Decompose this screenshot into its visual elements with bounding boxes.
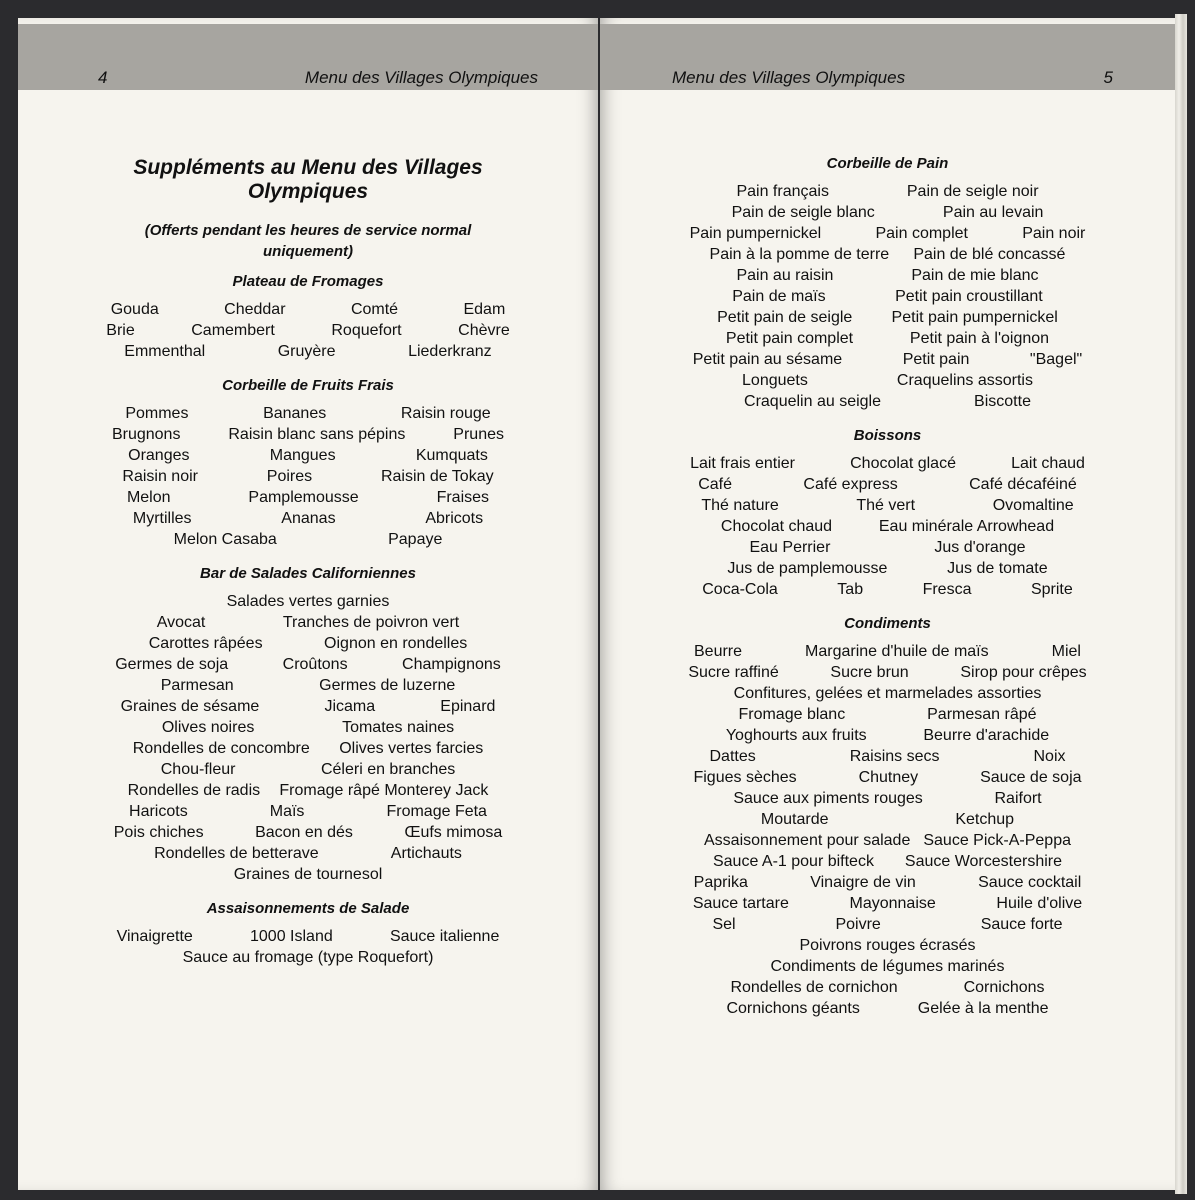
menu-item: Thé vert: [856, 497, 916, 514]
menu-item: Pain de mie blanc: [911, 267, 1039, 284]
menu-line: [698, 370, 1078, 391]
menu-item: Petit pain de seigle: [717, 309, 853, 326]
menu-item: Cheddar: [224, 301, 286, 318]
menu-item: Petit pain au sésame: [692, 351, 843, 368]
menu-item: Mayonnaise: [849, 895, 936, 912]
section-title: Condiments: [844, 615, 931, 632]
menu-line: [663, 914, 1113, 935]
right-page: [600, 18, 1175, 1190]
menu-line: [698, 977, 1078, 998]
menu-line: [698, 244, 1078, 265]
menu-item: Camembert: [191, 322, 275, 339]
menu-item: 1000 Island: [250, 928, 333, 945]
menu-line: [118, 529, 498, 550]
menu-item: Beurre d'arachide: [923, 727, 1050, 744]
menu-line: [698, 265, 1078, 286]
menu-item: Brie: [106, 322, 135, 339]
menu-item: Chocolat glacé: [850, 455, 956, 472]
menu-line: [663, 746, 1113, 767]
menu-item: Pain noir: [1022, 225, 1086, 242]
menu-item: Emmenthal: [124, 343, 206, 360]
menu-item: Olives vertes farcies: [339, 740, 484, 757]
menu-line: [88, 801, 528, 822]
menu-line: [698, 558, 1078, 579]
menu-line: [118, 717, 498, 738]
left-content: [18, 156, 598, 982]
menu-item: Dattes: [709, 748, 756, 765]
menu-item: "Bagel": [1029, 351, 1083, 368]
menu-item: Fromage blanc: [738, 706, 846, 723]
menu-item: Chutney: [858, 769, 919, 786]
menu-item: Chocolat chaud: [720, 518, 833, 535]
menu-line: [698, 181, 1078, 202]
menu-item: Vinaigre de vin: [810, 874, 916, 891]
menu-item: Rondelles de concombre: [132, 740, 310, 757]
section-title: Bar de Salades Californiennes: [200, 565, 416, 582]
menu-line: [663, 767, 1113, 788]
menu-item: Noix: [1033, 748, 1066, 765]
menu-item: Haricots: [129, 803, 188, 820]
menu-item: Pommes: [125, 405, 189, 422]
menu-item: Huile d'olive: [996, 895, 1083, 912]
menu-item: Pain de seigle blanc: [731, 204, 875, 221]
menu-item: Confitures, gelées et marmelades assorties: [733, 685, 1042, 702]
menu-item: Melon Casaba: [173, 531, 277, 548]
menu-item: Chèvre: [458, 322, 510, 339]
menu-item: Bacon en dés: [255, 824, 353, 841]
menu-item: Artichauts: [390, 845, 462, 862]
section-title: Assaisonnements de Salade: [206, 900, 410, 917]
menu-item: Coca-Cola: [702, 581, 778, 598]
menu-item: Pamplemousse: [248, 489, 359, 506]
menu-line: [663, 641, 1113, 662]
menu-item: Tranches de poivron vert: [282, 614, 460, 631]
menu-item: Pain pumpernickel: [689, 225, 822, 242]
menu-line: [118, 591, 498, 612]
menu-item: Yoghourts aux fruits: [725, 727, 867, 744]
menu-item: Fresca: [922, 581, 972, 598]
menu-line: [698, 391, 1078, 412]
menu-item: Edam: [463, 301, 506, 318]
menu-item: Pois chiches: [113, 824, 204, 841]
section-bar-de-salades-californiennes: [18, 564, 598, 885]
menu-item: Poivre: [835, 916, 881, 933]
menu-item: Olives noires: [161, 719, 255, 736]
menu-line: [673, 579, 1103, 600]
menu-item: Sauce tartare: [692, 895, 789, 912]
menu-item: Pain au raisin: [736, 267, 834, 284]
menu-line: [698, 328, 1078, 349]
menu-item: Epinard: [440, 698, 496, 715]
menu-item: Rondelles de betterave: [154, 845, 319, 862]
menu-item: Sauce italienne: [389, 928, 500, 945]
menu-line: [698, 998, 1078, 1019]
menu-line: [88, 654, 528, 675]
menu-item: Pain de seigle noir: [906, 183, 1039, 200]
menu-item: Miel: [1051, 643, 1081, 660]
menu-line: [88, 341, 528, 362]
menu-item: Pain à la pomme de terre: [709, 246, 890, 263]
section-corbeille-de-pain: [600, 154, 1175, 412]
menu-item: Sauce cocktail: [978, 874, 1082, 891]
menu-item: Kumquats: [415, 447, 488, 464]
menu-line: [663, 453, 1113, 474]
menu-item: Parmesan râpé: [927, 706, 1037, 723]
menu-item: Sel: [712, 916, 736, 933]
menu-line: [88, 424, 528, 445]
menu-line: [118, 780, 498, 801]
menu-item: Pain complet: [875, 225, 968, 242]
menu-item: Rondelles de cornichon: [730, 979, 898, 996]
menu-item: Moutarde: [760, 811, 829, 828]
menu-item: Jicama: [324, 698, 376, 715]
menu-item: Sauce Pick-A-Peppa: [923, 832, 1071, 849]
menu-item: Oranges: [128, 447, 190, 464]
menu-item: Sucre brun: [830, 664, 909, 681]
menu-item: Petit pain pumpernickel: [891, 309, 1058, 326]
menu-line: [78, 320, 538, 341]
menu-item: Raifort: [994, 790, 1042, 807]
menu-line: [698, 725, 1078, 746]
menu-line: [698, 202, 1078, 223]
section-plateau-de-fromages: [18, 272, 598, 362]
left-header-band: [18, 24, 598, 90]
menu-item: Raisins secs: [849, 748, 940, 765]
menu-item: Fromage Feta: [386, 803, 487, 820]
menu-line: [118, 738, 498, 759]
menu-item: Maïs: [269, 803, 305, 820]
menu-item: Sucre raffiné: [688, 664, 779, 681]
menu-item: Avocat: [156, 614, 206, 631]
menu-line: [88, 403, 528, 424]
menu-item: Chou-fleur: [160, 761, 236, 778]
menu-item: Sauce aux piments rouges: [733, 790, 923, 807]
menu-item: Condiments de légumes marinés: [770, 958, 1005, 975]
section-title: Corbeille de Fruits Frais: [222, 377, 394, 394]
section-assaisonnements-de-salade: [18, 899, 598, 968]
menu-item: Germes de luzerne: [319, 677, 456, 694]
right-content: [600, 154, 1175, 1033]
menu-item: Petit pain: [902, 351, 970, 368]
menu-line: [698, 307, 1078, 328]
right-sections: [600, 154, 1175, 1019]
menu-line: [698, 516, 1078, 537]
menu-item: Ketchup: [955, 811, 1015, 828]
menu-line: [118, 759, 498, 780]
menu-item: Thé nature: [701, 497, 779, 514]
section-title: Corbeille de Pain: [826, 155, 949, 172]
menu-item: Raisin noir: [122, 468, 198, 485]
menu-item: Liederkranz: [408, 343, 492, 360]
section-corbeille-de-fruits-frais: [18, 376, 598, 550]
menu-item: Champignons: [402, 656, 501, 673]
menu-item: Salades vertes garnies: [226, 593, 390, 610]
menu-item: Ovomaltine: [992, 497, 1074, 514]
menu-item: Rondelles de radis: [127, 782, 261, 799]
menu-item: Assaisonnement pour salade: [704, 832, 911, 849]
menu-item: Margarine d'huile de maïs: [805, 643, 989, 660]
menu-item: Pain au levain: [942, 204, 1044, 221]
menu-item: Cornichons géants: [726, 1000, 860, 1017]
menu-line: [118, 843, 498, 864]
menu-line: [88, 822, 528, 843]
menu-item: Prunes: [453, 426, 504, 443]
menu-line: [698, 537, 1078, 558]
menu-item: Poires: [266, 468, 313, 485]
menu-item: Gouda: [110, 301, 159, 318]
menu-line: [663, 223, 1113, 244]
menu-item: Beurre: [694, 643, 743, 660]
menu-item: Oignon en rondelles: [324, 635, 468, 652]
section-condiments: [600, 614, 1175, 1019]
menu-item: Craquelin au seigle: [744, 393, 881, 410]
menu-item: Comté: [350, 301, 399, 318]
menu-item: Jus d'orange: [934, 539, 1026, 556]
menu-item: Lait chaud: [1011, 455, 1085, 472]
menu-line: [78, 299, 538, 320]
menu-item: Gelée à la menthe: [917, 1000, 1049, 1017]
section-boissons: [600, 426, 1175, 600]
menu-item: Myrtilles: [132, 510, 192, 527]
menu-line: [118, 864, 498, 885]
right-header-band: [600, 24, 1175, 90]
menu-line: [698, 704, 1078, 725]
menu-item: Sauce au fromage (type Roquefort): [182, 949, 434, 966]
menu-line: [698, 788, 1078, 809]
menu-item: Craquelins assortis: [896, 372, 1033, 389]
menu-line: [118, 947, 498, 968]
menu-item: Mangues: [269, 447, 336, 464]
menu-item: Graines de sésame: [120, 698, 260, 715]
menu-line: [698, 851, 1078, 872]
menu-line: [698, 809, 1078, 830]
left-header-title: Menu des Villages Olympiques: [304, 68, 538, 87]
menu-item: Jus de pamplemousse: [727, 560, 888, 577]
menu-line: [88, 508, 528, 529]
page-edge: [1175, 14, 1187, 1194]
menu-line: [698, 830, 1078, 851]
menu-line: [698, 286, 1078, 307]
menu-item: Pain de maïs: [732, 288, 826, 305]
menu-item: Sauce de soja: [980, 769, 1082, 786]
menu-item: Vinaigrette: [116, 928, 193, 945]
menu-item: Tomates naines: [342, 719, 455, 736]
menu-item: Eau Perrier: [749, 539, 831, 556]
menu-item: Sauce forte: [980, 916, 1063, 933]
menu-item: Lait frais entier: [690, 455, 795, 472]
menu-item: Café décaféiné: [969, 476, 1077, 493]
menu-item: Sauce Worcestershire: [904, 853, 1063, 870]
menu-item: Papaye: [388, 531, 443, 548]
service-note: (Offerts pendant les heures de service normal uniquement): [144, 222, 472, 260]
menu-item: Figues sèches: [693, 769, 797, 786]
menu-item: Longuets: [742, 372, 808, 389]
right-page-number: 5: [1103, 68, 1113, 87]
section-title: Plateau de Fromages: [232, 273, 384, 290]
menu-item: Graines de tournesol: [233, 866, 383, 883]
menu-line: [118, 675, 498, 696]
menu-line: [663, 893, 1113, 914]
menu-item: Jus de tomate: [947, 560, 1048, 577]
menu-item: Sprite: [1030, 581, 1073, 598]
menu-item: Cornichons: [963, 979, 1045, 996]
menu-item: Carottes râpées: [148, 635, 263, 652]
right-header-title: Menu des Villages Olympiques: [672, 68, 906, 87]
menu-item: Bananes: [263, 405, 327, 422]
menu-item: Abricots: [425, 510, 484, 527]
section-title: Boissons: [853, 427, 922, 444]
menu-item: Raisin blanc sans pépins: [228, 426, 406, 443]
menu-line: [118, 612, 498, 633]
menu-line: [663, 872, 1113, 893]
menu-line: [698, 683, 1078, 704]
menu-line: [88, 696, 528, 717]
menu-item: Raisin rouge: [400, 405, 491, 422]
menu-item: Fraises: [436, 489, 490, 506]
menu-line: [88, 445, 528, 466]
menu-item: Café: [698, 476, 732, 493]
menu-item: Fromage râpé Monterey Jack: [279, 782, 489, 799]
menu-line: [118, 633, 498, 654]
menu-line: [663, 349, 1113, 370]
menu-line: [88, 487, 528, 508]
menu-line: [698, 956, 1078, 977]
left-page: [18, 18, 598, 1190]
menu-item: Sirop pour crêpes: [960, 664, 1087, 681]
menu-item: Parmesan: [160, 677, 234, 694]
menu-item: Brugnons: [111, 426, 181, 443]
menu-line: [88, 926, 528, 947]
menu-item: Café express: [803, 476, 898, 493]
menu-item: Pain français: [736, 183, 829, 200]
menu-item: Petit pain croustillant: [895, 288, 1043, 305]
menu-line: [663, 495, 1113, 516]
menu-line: [88, 466, 528, 487]
menu-line: [663, 662, 1113, 683]
page-title: Suppléments au Menu des Villages Olympiques: [133, 156, 483, 203]
menu-item: Ananas: [281, 510, 336, 527]
menu-item: Croûtons: [282, 656, 348, 673]
menu-item: Melon: [126, 489, 171, 506]
menu-item: Gruyère: [277, 343, 336, 360]
menu-item: Eau minérale Arrowhead: [878, 518, 1055, 535]
menu-item: Œufs mimosa: [404, 824, 503, 841]
menu-item: Céleri en branches: [320, 761, 456, 778]
left-page-number: 4: [98, 68, 108, 87]
left-sections: [18, 272, 598, 968]
menu-line: [698, 935, 1078, 956]
menu-line: [663, 474, 1113, 495]
menu-item: Biscotte: [974, 393, 1031, 410]
menu-item: Petit pain complet: [725, 330, 854, 347]
menu-item: Pain de blé concassé: [913, 246, 1066, 263]
menu-item: Petit pain à l'oignon: [909, 330, 1050, 347]
menu-item: Tab: [837, 581, 864, 598]
menu-item: Sauce A-1 pour bifteck: [712, 853, 874, 870]
menu-item: Germes de soja: [115, 656, 229, 673]
menu-item: Roquefort: [331, 322, 402, 339]
menu-item: Poivrons rouges écrasés: [799, 937, 976, 954]
menu-item: Raisin de Tokay: [380, 468, 494, 485]
menu-item: Paprika: [693, 874, 748, 891]
